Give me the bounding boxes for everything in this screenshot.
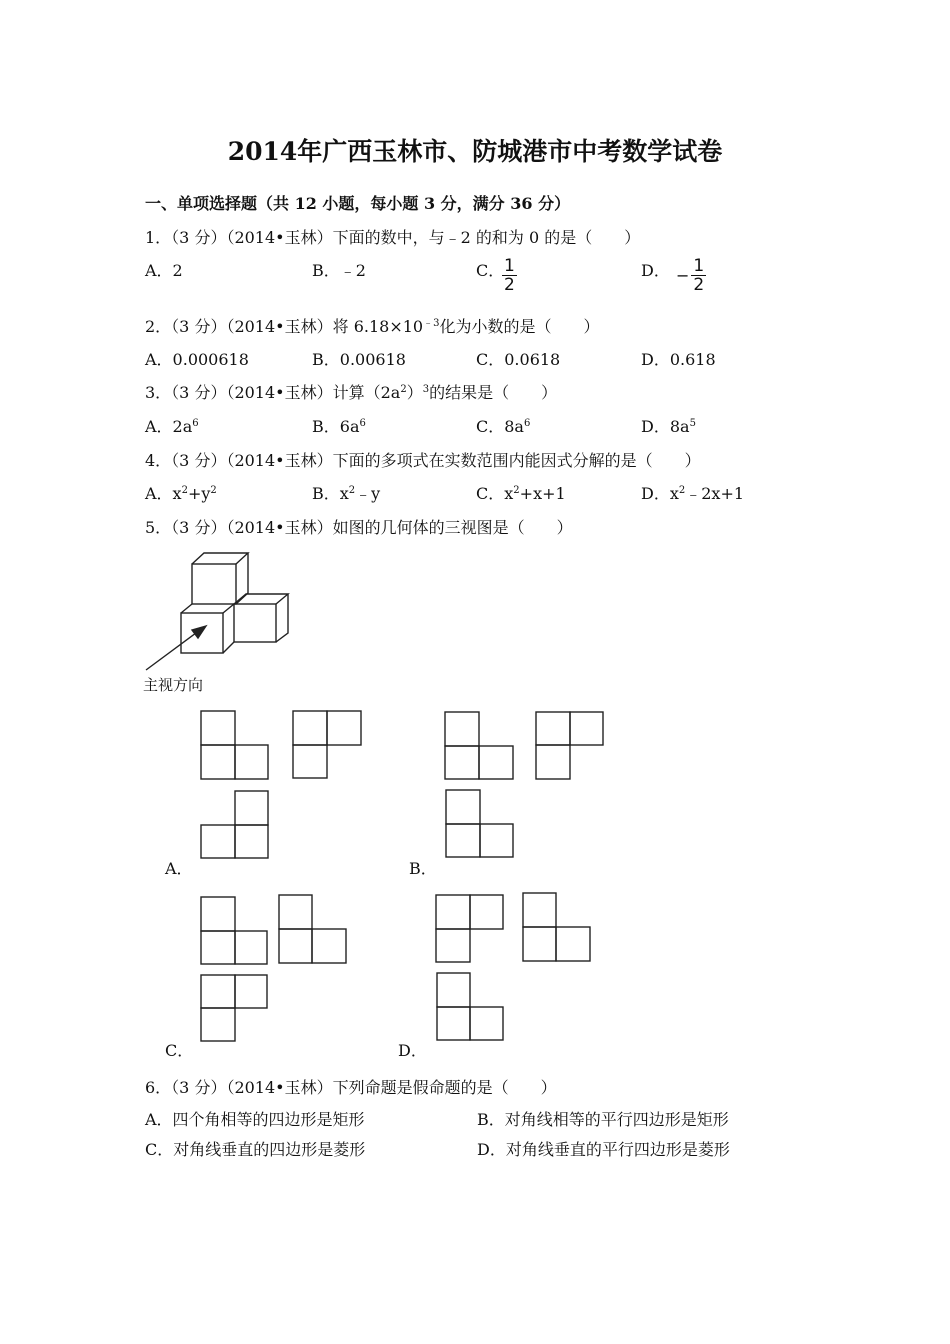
- question-5-stem: 5．（3 分）（2014•玉林）如图的几何体的三视图是（ ）: [145, 518, 573, 537]
- page-title: 2014年广西玉林市、防城港市中考数学试卷: [227, 137, 723, 166]
- question-3-option-a: [145, 414, 199, 437]
- option-text: ﹣2x+1: [685, 484, 745, 503]
- option-text: ﹣y: [355, 484, 381, 503]
- exponent: 2: [400, 384, 407, 395]
- stem-text: 2．（3 分）（2014•玉林）将 6.18×10: [145, 317, 424, 336]
- fraction-denominator: 2: [693, 275, 705, 295]
- question-2-option-c: C．0.0618: [476, 350, 561, 369]
- option-c-three-views: [199, 893, 369, 1043]
- minus-sign: −: [676, 266, 690, 285]
- stem-text: 3．（3 分）（2014•玉林）计算（2a: [145, 383, 401, 402]
- question-1-option-d: [641, 258, 670, 281]
- exponent: 2: [678, 485, 686, 496]
- exponent: 2: [348, 485, 356, 496]
- exponent: 5: [689, 418, 696, 429]
- question-6-option-b: B．对角线相等的平行四边形是矩形: [477, 1110, 729, 1129]
- question-1-stem: 1．（3 分）（2014•玉林）下面的数中，与﹣2 的和为 0 的是（ ）: [145, 228, 641, 247]
- option-a-three-views: [200, 710, 380, 860]
- exponent: 2: [513, 485, 520, 496]
- fraction-numerator: 1: [504, 256, 515, 276]
- geometric-solid-figure: [140, 545, 300, 670]
- question-3-stem: [145, 380, 557, 403]
- view-direction-label: 主视方向: [143, 676, 204, 694]
- option-d-three-views: [434, 893, 604, 1043]
- question-1-option-b: B．﹣2: [312, 261, 366, 280]
- option-text: +y: [187, 484, 211, 503]
- question-4-option-c: [476, 481, 566, 504]
- option-c-label: C．: [476, 261, 505, 280]
- option-b-three-views: [444, 710, 624, 860]
- question-5-option-d: D．: [398, 1041, 427, 1060]
- question-3-option-d: [641, 414, 696, 437]
- question-2-option-d: D．0.618: [641, 350, 716, 369]
- question-5-option-c: C．: [165, 1041, 194, 1060]
- option-text: C．8a: [476, 417, 524, 436]
- option-text: D．8a: [641, 417, 690, 436]
- exponent: 3: [422, 384, 430, 395]
- exponent: 6: [192, 418, 199, 429]
- exponent: ﹣3: [423, 318, 440, 329]
- question-3-option-c: [476, 414, 530, 437]
- question-5-option-b: B．: [409, 859, 437, 878]
- option-text: A．x: [145, 484, 182, 503]
- option-d-label: D．: [641, 261, 670, 280]
- question-6-option-c: C．对角线垂直的四边形是菱形: [145, 1140, 366, 1159]
- exponent: 6: [523, 418, 531, 429]
- option-text: B．x: [312, 484, 349, 503]
- question-6-option-a: A．四个角相等的四边形是矩形: [145, 1110, 365, 1129]
- stem-text: ）: [406, 383, 423, 402]
- option-text: +x+1: [519, 484, 566, 503]
- section-heading: 一、单项选择题（共 12 小题，每小题 3 分，满分 36 分）: [145, 194, 571, 213]
- fraction-one-half: [502, 257, 517, 294]
- question-2-option-a: A．0.000618: [145, 350, 249, 369]
- question-6-stem: 6．（3 分）（2014•玉林）下列命题是假命题的是（ ）: [145, 1078, 557, 1097]
- fraction-negative-one-half: [676, 257, 706, 294]
- option-text: B．6a: [312, 417, 360, 436]
- question-5-option-a: A．: [165, 859, 193, 878]
- option-text: C．x: [476, 484, 514, 503]
- exponent: 2: [181, 485, 188, 496]
- exponent: 6: [359, 418, 366, 429]
- question-4-stem: 4．（3 分）（2014•玉林）下面的多项式在实数范围内能因式分解的是（ ）: [145, 451, 701, 470]
- question-2-stem: [145, 314, 599, 337]
- stem-text: 化为小数的是（ ）: [439, 317, 600, 336]
- question-4-option-a: [145, 481, 217, 504]
- question-3-option-b: [312, 414, 366, 437]
- question-4-option-b: [312, 481, 380, 504]
- stem-text: 的结果是（ ）: [429, 383, 558, 402]
- option-text: A．2a: [145, 417, 193, 436]
- question-2-option-b: B．0.00618: [312, 350, 406, 369]
- question-1-option-a: A．2: [145, 261, 183, 280]
- question-4-option-d: [641, 481, 744, 504]
- fraction-numerator: 1: [693, 256, 705, 276]
- option-text: D．x: [641, 484, 679, 503]
- fraction-denominator: 2: [504, 275, 515, 295]
- question-6-option-d: D．对角线垂直的平行四边形是菱形: [477, 1140, 730, 1159]
- exponent: 2: [210, 485, 217, 496]
- question-1-option-c: [476, 258, 504, 281]
